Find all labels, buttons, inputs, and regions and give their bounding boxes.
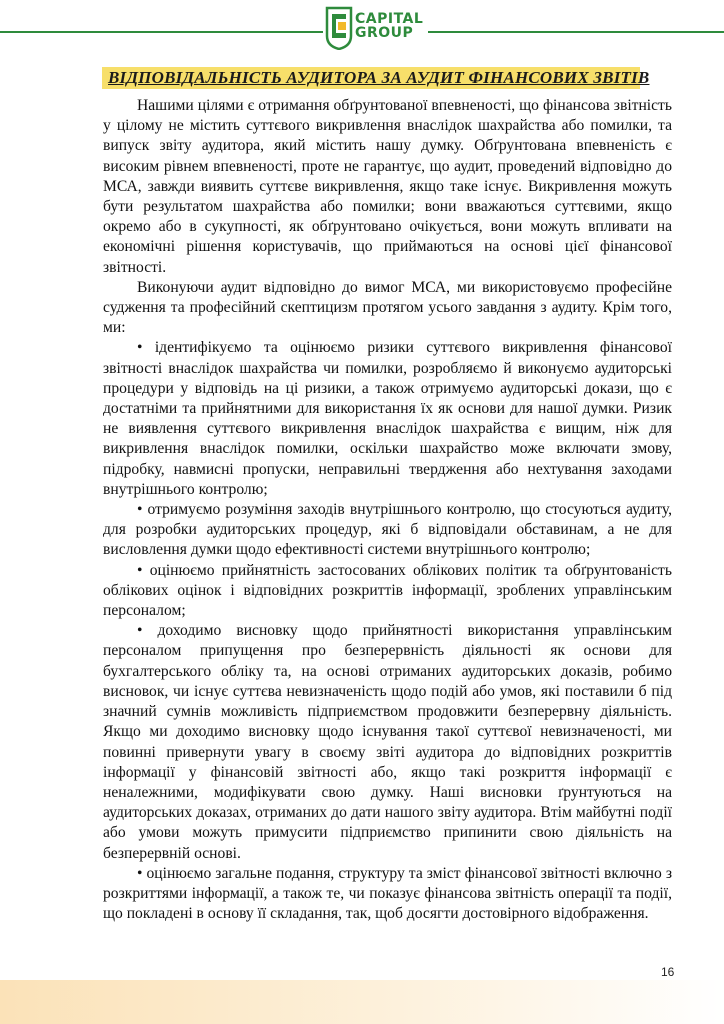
bullet-overall-presentation: • оцінюємо загальне подання, структуру та зміст фінансової звітності включно з розкриттями інформації, а також те, чи показує фінансова звітність операції та події, що покладені в основу її складання, так, щоб досягти достовірного відображення. <box>103 864 672 923</box>
company-logo <box>325 6 429 52</box>
paragraph-intro-procedures: Виконуючи аудит відповідно до вимог МСА, ми використовуємо професійне судження та професійний скептицизм протягом усього завдання з аудиту. Крім того, ми: <box>103 278 672 337</box>
bullet-going-concern: • доходимо висновку щодо прийнятності використання управлінським персоналом припущення про безперервність діяльності як основи для бухгалтерського обліку та, на основі отриманих аудиторських доказів, робимо висновок, чи існує суттєва невизначеність щодо подій або умов, які поставили б під значний сумнів можливість підприємством продовжити безперервну діяльність. Якщо ми доходимо висновку щодо існування такої суттєвої невизначеності, ми повинні привернути увагу в своєму звіті аудитора до відповідних розкриттів інформації у фінансовій звітності або, якщо такі розкриття інформації є неналежними, модифікувати свою думку. Наші висновки ґрунтуються на аудиторських доказах, отриманих до дати нашого звіту аудитора. Втім майбутні події або умови можуть примусити підприємство припинити свою діяльність на безперервній основі. <box>103 622 672 862</box>
logo-shield-icon <box>325 6 353 50</box>
logo-wordmark <box>355 12 423 40</box>
bullet-risk-assessment: • ідентифікуємо та оцінюємо ризики суттєвого викривлення фінансової звітності внаслідок шахрайства чи помилки, розробляємо й виконуємо аудиторські процедури у відповідь на ці ризики, а також отримуємо аудиторські докази, що є достатніми та прийнятними для використання їх як основи для нашої думки. Ризик не виявлення суттєвого викривлення внаслідок шахрайства є вищим, ніж для викривлення внаслідок помилки, оскільки шахрайство може включати змову, підробку, навмисні пропуски, неправильні твердження або нехтування заходами внутрішнього контролю; <box>103 339 672 498</box>
footer-band <box>0 980 724 1024</box>
header-rule-right <box>428 31 724 33</box>
header-rule-left <box>0 31 323 33</box>
logo-line-2: GROUP <box>355 25 414 41</box>
document-body <box>103 96 672 924</box>
section-title: ВІДПОВІДАЛЬНІСТЬ АУДИТОРА ЗА АУДИТ ФІНАНСОВИХ ЗВІТІВ <box>108 68 650 87</box>
section-title-highlight <box>102 67 650 89</box>
page-number: 16 <box>661 965 675 979</box>
logo-line-1: CAPITAL <box>355 11 424 27</box>
bullet-internal-control: • отримуємо розуміння заходів внутрішнього контролю, що стосуються аудиту, для розробки аудиторських процедур, які б відповідали обставинам, а не для висловлення думки щодо ефективності системи внутрішнього контролю; <box>103 501 672 559</box>
bullet-accounting-policies: • оцінюємо прийнятність застосованих облікових політик та обґрунтованість облікових оцінок і відповідних розкриттів інформації, зроблених управлінським персоналом; <box>103 561 672 620</box>
paragraph-objectives: Нашими цілями є отримання обґрунтованої впевненості, що фінансова звітність у цілому не містить суттєвого викривлення внаслідок шахрайства або помилки, та випуск звіту аудитора, який містить нашу думку. Обґрунтована впевненість є високим рівнем впевненості, проте не гарантує, що аудит, проведений відповідно до МСА, завжди виявить суттєве викривлення, якщо таке існує. Викривлення можуть бути результатом шахрайства або помилки; вони вважаються суттєвими, якщо окремо або в сукупності, як обґрунтовано очікується, вони можуть впливати на економічні рішення користувачів, що приймаються на основі цієї фінансової звітності. <box>103 97 672 276</box>
